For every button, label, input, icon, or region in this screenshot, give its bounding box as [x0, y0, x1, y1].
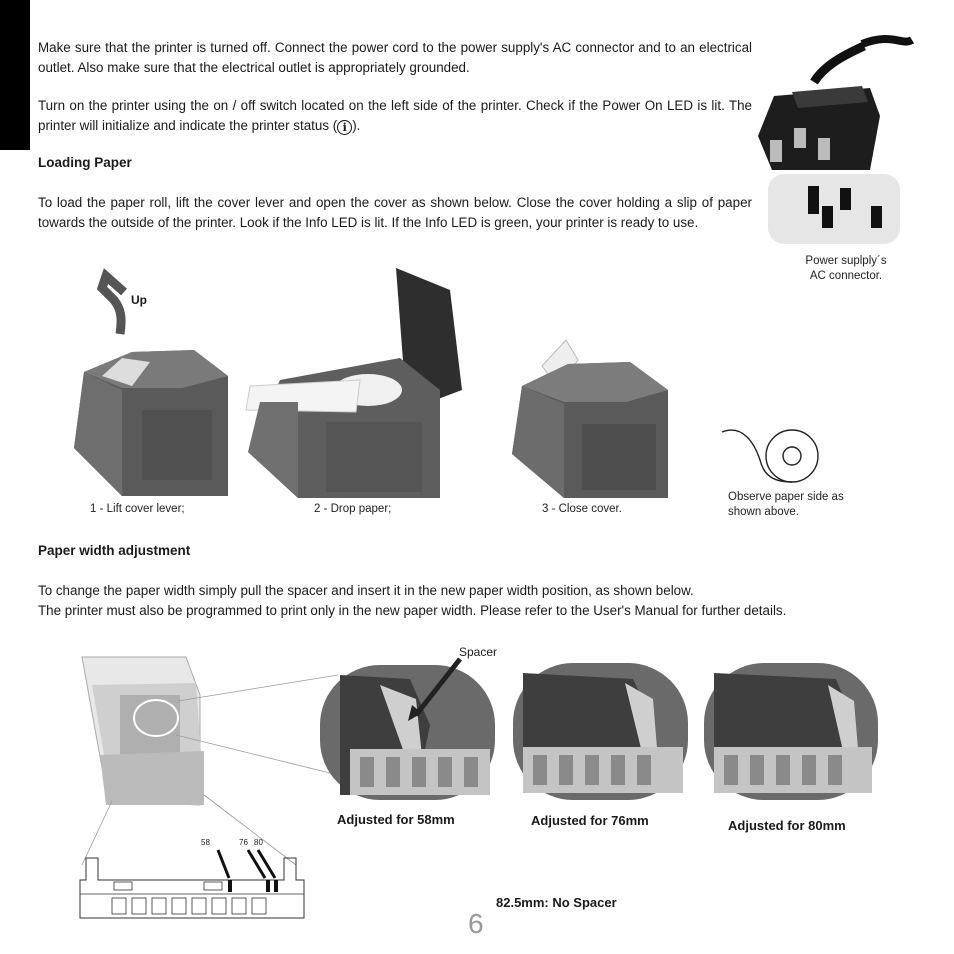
- intro-paragraph-2-text: Turn on the printer using the on / off switch located on the left side of the printer. Check if the Power On LED is lit. The printer will initialize and indicate the printer status (: [38, 98, 752, 133]
- paper-width-text-2: The printer must also be programmed to print only in the new paper width. Please refer to the User's Manual for further details.: [38, 603, 787, 618]
- up-label: Up: [131, 293, 147, 307]
- position-label-76: 76: [239, 838, 248, 847]
- observe-caption: Observe paper side as shown above.: [728, 491, 844, 518]
- printer-step-2-illustration: [240, 262, 445, 500]
- intro-paragraph-2: [38, 96, 752, 136]
- spacer-closeup-58mm: [320, 665, 495, 800]
- side-tab: [0, 0, 30, 150]
- intro-paragraph-2-close: ).: [352, 118, 361, 133]
- paper-roll-icon: [720, 424, 830, 486]
- power-cord-illustration: [752, 36, 922, 251]
- info-status-icon: i: [337, 120, 352, 135]
- adjusted-80-label: Adjusted for 80mm: [728, 818, 846, 833]
- printer-step-3-illustration: [508, 336, 673, 500]
- adjusted-58-label: Adjusted for 58mm: [337, 812, 455, 827]
- spacer-label: Spacer: [459, 645, 498, 659]
- spacer-slot-diagram: [76, 850, 308, 922]
- connector-caption-line2: AC connector.: [809, 270, 883, 282]
- position-label-80: 80: [254, 838, 263, 847]
- spacer-closeup-76mm: [513, 663, 688, 800]
- position-label-58: 58: [201, 838, 210, 847]
- loading-paper-heading: Loading Paper: [38, 155, 132, 170]
- step-3-caption: 3 - Close cover.: [542, 503, 622, 515]
- loading-paper-text: To load the paper roll, lift the cover lever and open the cover as shown below. Close the cover holding a slip of paper towards the outside of the printer. Look if the Info LED is lit. If the Info LED is green, your printer is ready to use.: [38, 195, 752, 230]
- page-number: 6: [468, 908, 484, 939]
- step-1-caption: 1 - Lift cover lever;: [90, 503, 185, 515]
- paper-width-heading: Paper width adjustment: [38, 543, 191, 558]
- printer-step-1-illustration: [62, 280, 232, 500]
- no-spacer-label: 82.5mm: No Spacer: [496, 895, 617, 910]
- intro-paragraph-1: Make sure that the printer is turned off. Connect the power cord to the power supply's AC connector and to an electrical outlet. Also make sure that the electrical outlet is appropriately grounded.: [38, 40, 752, 75]
- connector-caption-line1: Power suplply´s: [805, 255, 887, 267]
- paper-width-text-1: To change the paper width simply pull the spacer and insert it in the new paper width position, as shown below.: [38, 583, 694, 598]
- step-2-caption: 2 - Drop paper;: [314, 503, 392, 515]
- connector-caption: [790, 254, 902, 284]
- adjusted-76-label: Adjusted for 76mm: [531, 813, 649, 828]
- spacer-closeup-80mm: [704, 663, 878, 800]
